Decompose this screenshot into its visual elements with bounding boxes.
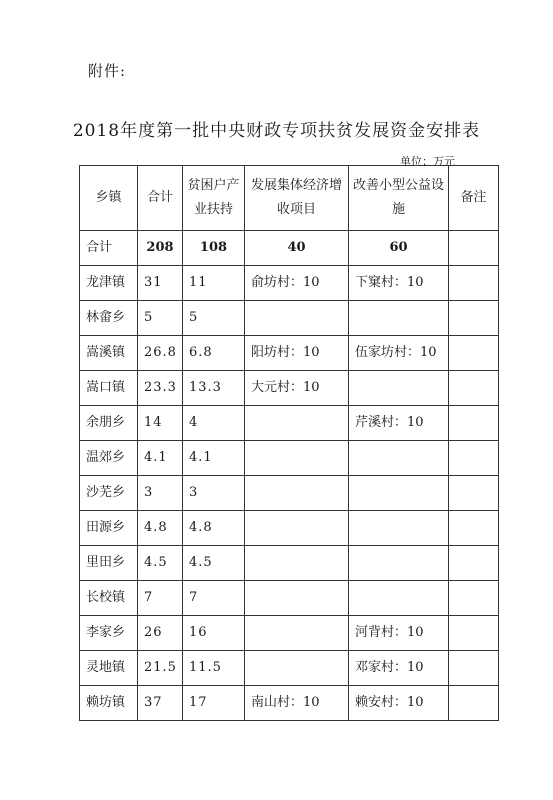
- cell-town: 龙津镇: [80, 266, 138, 301]
- cell-total: 26.8: [138, 336, 183, 371]
- cell-town: 林畲乡: [80, 301, 138, 336]
- cell-collective-economy: [245, 581, 349, 616]
- table-row: [80, 371, 499, 406]
- cell-town: 田源乡: [80, 511, 138, 546]
- cell-remarks: [449, 406, 499, 441]
- cell-public-welfare: 赖安村：10: [349, 686, 449, 721]
- document-title: 2018年度第一批中央财政专项扶贫发展资金安排表: [72, 121, 481, 141]
- cell-poor-household: 7: [183, 581, 245, 616]
- cell-total: 7: [138, 581, 183, 616]
- attachment-label: 附件:: [88, 62, 127, 80]
- cell-collective-economy: 阳坊村：10: [245, 336, 349, 371]
- cell-town: 温郊乡: [80, 441, 138, 476]
- total-sum: 208: [138, 231, 183, 266]
- cell-total: 4.8: [138, 511, 183, 546]
- table-row: [80, 266, 499, 301]
- cell-collective-economy: 俞坊村：10: [245, 266, 349, 301]
- header-town: 乡镇: [80, 166, 138, 231]
- cell-town: 沙芜乡: [80, 476, 138, 511]
- table-row: [80, 616, 499, 651]
- cell-remarks: [449, 476, 499, 511]
- cell-public-welfare: [349, 301, 449, 336]
- cell-collective-economy: [245, 476, 349, 511]
- header-public-welfare: 改善小型公益设施: [349, 166, 449, 231]
- cell-collective-economy: [245, 301, 349, 336]
- header-remarks: 备注: [449, 166, 499, 231]
- total-row: [80, 231, 499, 266]
- table-row: [80, 581, 499, 616]
- cell-total: 26: [138, 616, 183, 651]
- cell-total: 23.3: [138, 371, 183, 406]
- header-collective-economy: 发展集体经济增收项目: [245, 166, 349, 231]
- total-collective-economy: 40: [245, 231, 349, 266]
- cell-collective-economy: 南山村：10: [245, 686, 349, 721]
- cell-poor-household: 4.8: [183, 511, 245, 546]
- cell-total: 4.1: [138, 441, 183, 476]
- allocation-table: [79, 165, 499, 721]
- table-row: [80, 301, 499, 336]
- cell-public-welfare: 河背村：10: [349, 616, 449, 651]
- cell-remarks: [449, 616, 499, 651]
- cell-public-welfare: [349, 476, 449, 511]
- cell-remarks: [449, 581, 499, 616]
- unit-label: 单位：万元: [400, 155, 455, 168]
- cell-town: 里田乡: [80, 546, 138, 581]
- cell-collective-economy: 大元村：10: [245, 371, 349, 406]
- cell-total: 4.5: [138, 546, 183, 581]
- cell-public-welfare: 伍家坊村：10: [349, 336, 449, 371]
- cell-town: 长校镇: [80, 581, 138, 616]
- cell-poor-household: 16: [183, 616, 245, 651]
- cell-remarks: [449, 651, 499, 686]
- cell-public-welfare: 下窠村：10: [349, 266, 449, 301]
- cell-public-welfare: 邓家村：10: [349, 651, 449, 686]
- cell-poor-household: 13.3: [183, 371, 245, 406]
- table-row: [80, 546, 499, 581]
- cell-public-welfare: [349, 371, 449, 406]
- table-row: [80, 441, 499, 476]
- cell-remarks: [449, 266, 499, 301]
- cell-remarks: [449, 301, 499, 336]
- table-row: [80, 336, 499, 371]
- cell-collective-economy: [245, 441, 349, 476]
- cell-poor-household: 11: [183, 266, 245, 301]
- cell-town: 赖坊镇: [80, 686, 138, 721]
- cell-public-welfare: [349, 581, 449, 616]
- cell-town: 灵地镇: [80, 651, 138, 686]
- cell-remarks: [449, 336, 499, 371]
- cell-public-welfare: [349, 511, 449, 546]
- cell-collective-economy: [245, 511, 349, 546]
- cell-remarks: [449, 546, 499, 581]
- table-row: [80, 476, 499, 511]
- cell-poor-household: 17: [183, 686, 245, 721]
- cell-remarks: [449, 511, 499, 546]
- cell-town: 余朋乡: [80, 406, 138, 441]
- total-poor-household: 108: [183, 231, 245, 266]
- cell-town: 嵩溪镇: [80, 336, 138, 371]
- cell-poor-household: 11.5: [183, 651, 245, 686]
- table-row: [80, 686, 499, 721]
- cell-collective-economy: [245, 651, 349, 686]
- cell-poor-household: 4: [183, 406, 245, 441]
- cell-public-welfare: [349, 546, 449, 581]
- cell-collective-economy: [245, 406, 349, 441]
- total-remarks: [449, 231, 499, 266]
- table-row: [80, 511, 499, 546]
- cell-total: 37: [138, 686, 183, 721]
- table-header-row: [80, 166, 499, 231]
- cell-poor-household: 3: [183, 476, 245, 511]
- cell-total: 3: [138, 476, 183, 511]
- cell-public-welfare: 芹溪村：10: [349, 406, 449, 441]
- cell-poor-household: 4.5: [183, 546, 245, 581]
- table-body: [80, 166, 499, 721]
- cell-poor-household: 6.8: [183, 336, 245, 371]
- header-total: 合计: [138, 166, 183, 231]
- cell-collective-economy: [245, 616, 349, 651]
- table-row: [80, 406, 499, 441]
- cell-town: 李家乡: [80, 616, 138, 651]
- table-row: [80, 651, 499, 686]
- cell-remarks: [449, 371, 499, 406]
- cell-poor-household: 4.1: [183, 441, 245, 476]
- cell-total: 14: [138, 406, 183, 441]
- cell-total: 21.5: [138, 651, 183, 686]
- total-public-welfare: 60: [349, 231, 449, 266]
- cell-collective-economy: [245, 546, 349, 581]
- cell-remarks: [449, 441, 499, 476]
- header-poor-household: 贫困户产业扶持: [183, 166, 245, 231]
- cell-town: 嵩口镇: [80, 371, 138, 406]
- cell-total: 5: [138, 301, 183, 336]
- cell-poor-household: 5: [183, 301, 245, 336]
- cell-public-welfare: [349, 441, 449, 476]
- total-label: 合计: [80, 231, 138, 266]
- cell-remarks: [449, 686, 499, 721]
- cell-total: 31: [138, 266, 183, 301]
